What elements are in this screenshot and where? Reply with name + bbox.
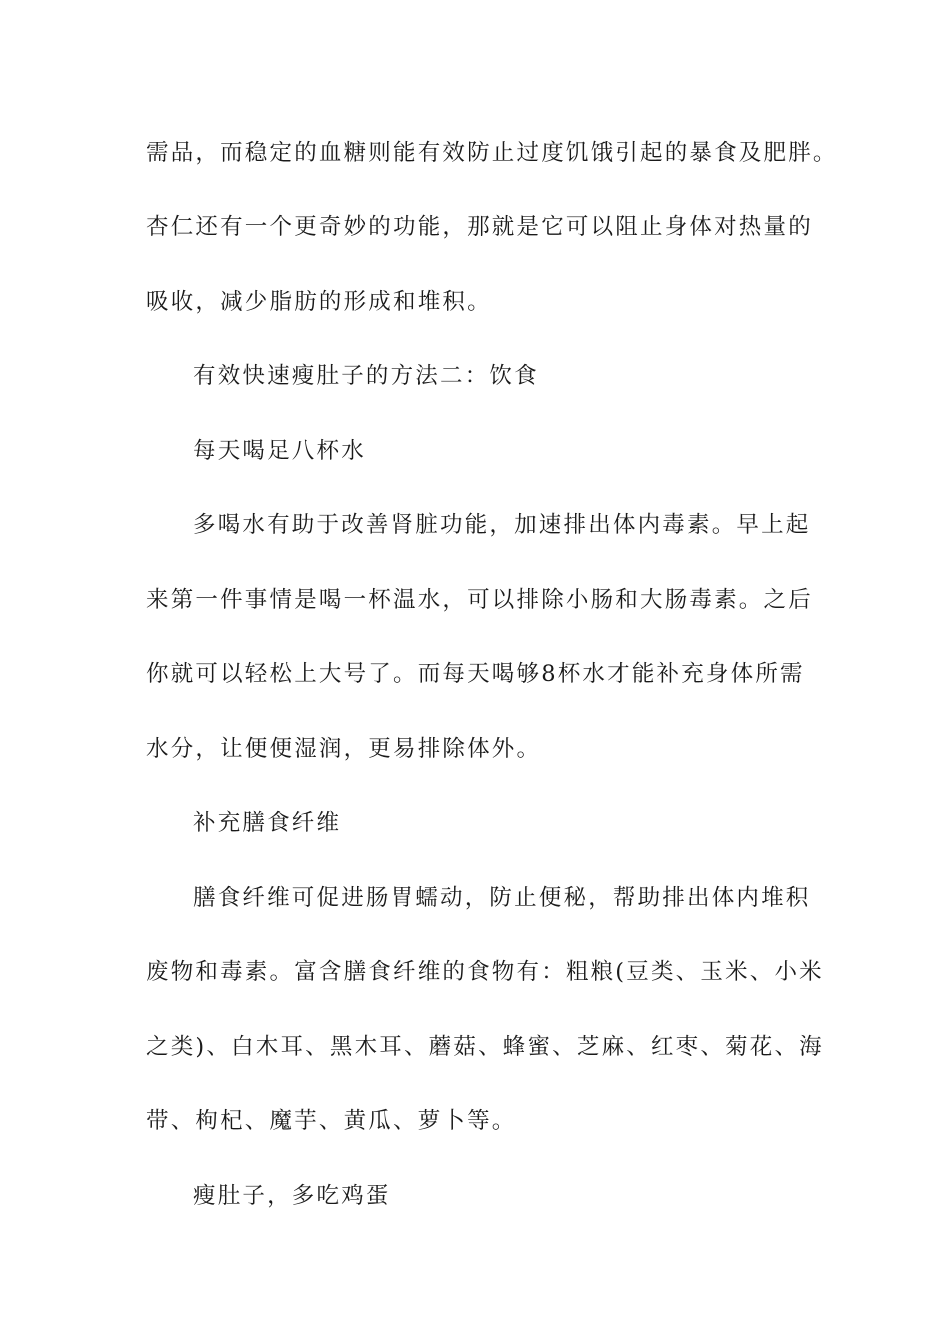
paragraph-line: 需品，而稳定的血糖则能有效防止过度饥饿引起的暴食及肥胖。	[146, 140, 838, 166]
paragraph-line: 吸收，减少脂肪的形成和堆积。	[146, 289, 492, 315]
paragraph-line: 杏仁还有一个更奇妙的功能，那就是它可以阻止身体对热量的	[146, 214, 813, 240]
paragraph-line: 带、枸杞、魔芋、黄瓜、萝卜等。	[146, 1108, 517, 1134]
paragraph-line: 水分，让便便湿润，更易排除体外。	[146, 736, 542, 762]
paragraph-line: 多喝水有助于改善肾脏功能，加速排出体内毒素。早上起	[193, 512, 811, 538]
subheading: 每天喝足八杯水	[193, 438, 366, 464]
paragraph-line: 来第一件事情是喝一杯温水，可以排除小肠和大肠毒素。之后	[146, 587, 813, 613]
section-heading: 有效快速瘦肚子的方法二：饮食	[193, 363, 539, 389]
subheading: 补充膳食纤维	[193, 810, 342, 836]
paragraph-line: 之类)、白木耳、黑木耳、蘑菇、蜂蜜、芝麻、红枣、菊花、海	[146, 1034, 824, 1060]
subheading: 瘦肚子，多吃鸡蛋	[193, 1183, 391, 1209]
paragraph-line: 你就可以轻松上大号了。而每天喝够8杯水才能补充身体所需	[146, 661, 805, 687]
paragraph-line: 膳食纤维可促进肠胃蠕动，防止便秘，帮助排出体内堆积	[193, 885, 811, 911]
paragraph-line: 废物和毒素。富含膳食纤维的食物有：粗粮(豆类、玉米、小米	[146, 959, 824, 985]
